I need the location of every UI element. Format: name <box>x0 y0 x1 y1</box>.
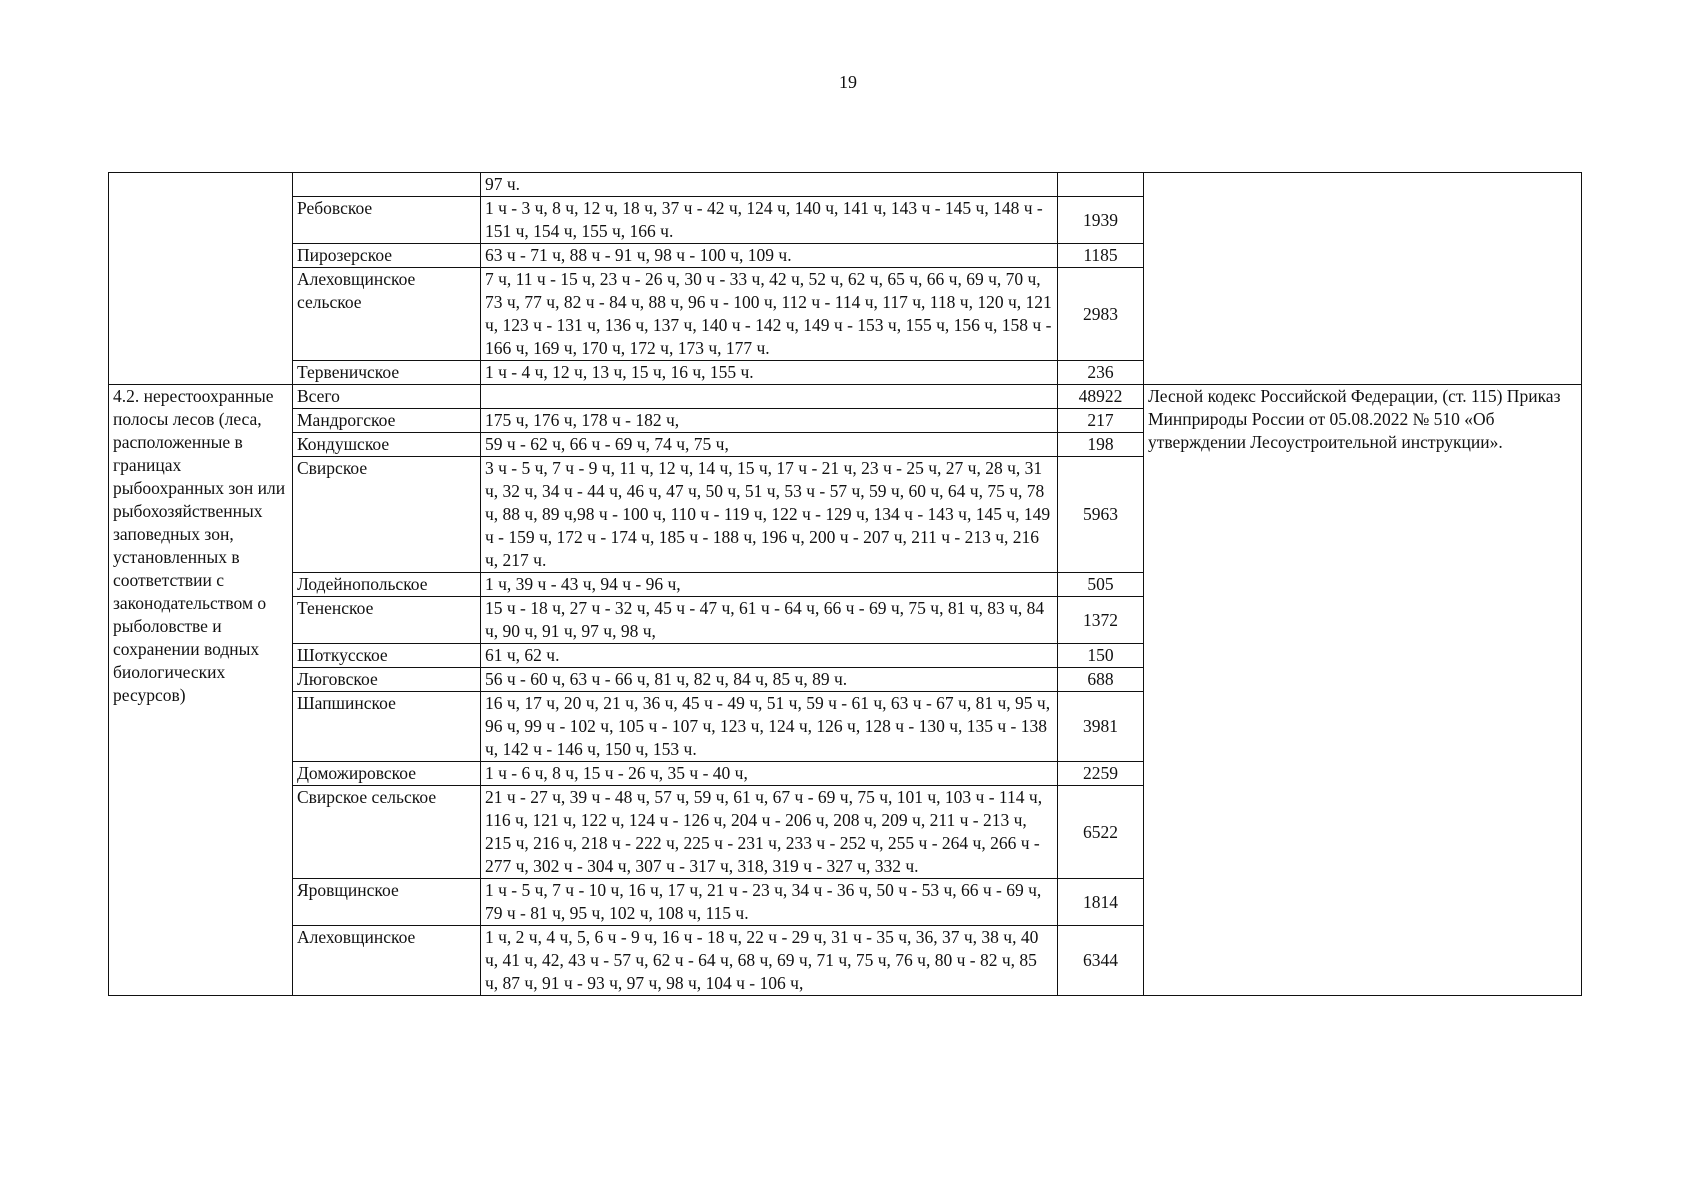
quarters-list: 7 ч, 11 ч - 15 ч, 23 ч - 26 ч, 30 ч - 33 ч, 42 ч, 52 ч, 62 ч, 65 ч, 66 ч, 69 ч, 70 ч, 73 ч, 77 ч, 82 ч - 84 ч, 88 ч, 96 ч - 100 ч, 112 ч - 114 ч, 117 ч, 118 ч, 120 ч, 121 ч, 123 ч - 131 ч, 136 ч, 137 ч, 140 ч - 142 ч, 149 ч - 153 ч, 155 ч, 156 ч, 158 ч - 166 ч, 169 ч, 170 ч, 172 ч, 173 ч, 177 ч. <box>481 268 1058 361</box>
district-name: Шоткусское <box>293 644 481 668</box>
quarters-list: 175 ч, 176 ч, 178 ч - 182 ч, <box>481 409 1058 433</box>
area-value: 688 <box>1058 668 1144 692</box>
area-value: 150 <box>1058 644 1144 668</box>
quarters-list: 1 ч - 5 ч, 7 ч - 10 ч, 16 ч, 17 ч, 21 ч - 23 ч, 34 ч - 36 ч, 50 ч - 53 ч, 66 ч - 69 ч, 79 ч - 81 ч, 95 ч, 102 ч, 108 ч, 115 ч. <box>481 879 1058 926</box>
area-value: 6522 <box>1058 786 1144 879</box>
table-row <box>109 173 1582 197</box>
area-value: 217 <box>1058 409 1144 433</box>
quarters-list: 16 ч, 17 ч, 20 ч, 21 ч, 36 ч, 45 ч - 49 ч, 51 ч, 59 ч - 61 ч, 63 ч - 67 ч, 81 ч, 95 ч, 96 ч, 99 ч - 102 ч, 105 ч - 107 ч, 123 ч, 124 ч, 126 ч, 128 ч - 130 ч, 135 ч - 138 ч, 142 ч - 146 ч, 150 ч, 153 ч. <box>481 692 1058 762</box>
legal-basis-cell-continued <box>1144 173 1582 385</box>
area-value: 1185 <box>1058 244 1144 268</box>
category-cell: 4.2. нерестоохранные полосы лесов (леса, расположенные в границах рыбоохранных зон или рыбохозяйственных заповедных зон, установленных в соответствии с законодательством о рыболовстве и сохранении водных биологических ресурсов) <box>109 385 293 996</box>
table-row-total <box>109 385 1582 409</box>
quarters-list: 1 ч, 39 ч - 43 ч, 94 ч - 96 ч, <box>481 573 1058 597</box>
district-name <box>293 173 481 197</box>
area-value: 2983 <box>1058 268 1144 361</box>
quarters-list: 61 ч, 62 ч. <box>481 644 1058 668</box>
legal-basis-cell: Лесной кодекс Российской Федерации, (ст. 115) Приказ Минприроды России от 05.08.2022 № 510 «Об утверждении Лесоустроительной инструкции». <box>1144 385 1582 996</box>
quarters-list <box>481 385 1058 409</box>
district-name: Шапшинское <box>293 692 481 762</box>
area-value: 236 <box>1058 361 1144 385</box>
district-name: Тервеничское <box>293 361 481 385</box>
district-name: Пирозерское <box>293 244 481 268</box>
quarters-list: 1 ч - 6 ч, 8 ч, 15 ч - 26 ч, 35 ч - 40 ч, <box>481 762 1058 786</box>
quarters-list: 3 ч - 5 ч, 7 ч - 9 ч, 11 ч, 12 ч, 14 ч, 15 ч, 17 ч - 21 ч, 23 ч - 25 ч, 27 ч, 28 ч, 31 ч, 32 ч, 34 ч - 44 ч, 46 ч, 47 ч, 50 ч, 51 ч, 53 ч - 57 ч, 59 ч, 60 ч, 64 ч, 75 ч, 78 ч, 88 ч, 89 ч,98 ч - 100 ч, 110 ч - 119 ч, 122 ч - 129 ч, 134 ч - 143 ч, 145 ч, 149 ч - 159 ч, 172 ч - 174 ч, 185 ч - 188 ч, 196 ч, 200 ч - 207 ч, 211 ч - 213 ч, 216 ч, 217 ч. <box>481 457 1058 573</box>
total-label: Всего <box>293 385 481 409</box>
area-value <box>1058 173 1144 197</box>
area-value: 5963 <box>1058 457 1144 573</box>
quarters-list: 63 ч - 71 ч, 88 ч - 91 ч, 98 ч - 100 ч, 109 ч. <box>481 244 1058 268</box>
area-value: 3981 <box>1058 692 1144 762</box>
district-name: Яровщинское <box>293 879 481 926</box>
forest-quarters-table <box>108 172 1582 996</box>
district-name: Свирское <box>293 457 481 573</box>
quarters-list: 56 ч - 60 ч, 63 ч - 66 ч, 81 ч, 82 ч, 84 ч, 85 ч, 89 ч. <box>481 668 1058 692</box>
area-value: 1372 <box>1058 597 1144 644</box>
area-value: 2259 <box>1058 762 1144 786</box>
area-value: 505 <box>1058 573 1144 597</box>
total-area-value: 48922 <box>1058 385 1144 409</box>
area-value: 1814 <box>1058 879 1144 926</box>
district-name: Алеховщинское <box>293 926 481 996</box>
district-name: Кондушское <box>293 433 481 457</box>
district-name: Люговское <box>293 668 481 692</box>
area-value: 1939 <box>1058 197 1144 244</box>
area-value: 198 <box>1058 433 1144 457</box>
quarters-list: 1 ч - 3 ч, 8 ч, 12 ч, 18 ч, 37 ч - 42 ч, 124 ч, 140 ч, 141 ч, 143 ч - 145 ч, 148 ч - 151 ч, 154 ч, 155 ч, 166 ч. <box>481 197 1058 244</box>
district-name: Лодейнопольское <box>293 573 481 597</box>
quarters-list: 1 ч - 4 ч, 12 ч, 13 ч, 15 ч, 16 ч, 155 ч. <box>481 361 1058 385</box>
quarters-list: 15 ч - 18 ч, 27 ч - 32 ч, 45 ч - 47 ч, 61 ч - 64 ч, 66 ч - 69 ч, 75 ч, 81 ч, 83 ч, 84 ч, 90 ч, 91 ч, 97 ч, 98 ч, <box>481 597 1058 644</box>
area-value: 6344 <box>1058 926 1144 996</box>
district-name: Свирское сельское <box>293 786 481 879</box>
district-name: Ребовское <box>293 197 481 244</box>
quarters-list: 97 ч. <box>481 173 1058 197</box>
quarters-list: 21 ч - 27 ч, 39 ч - 48 ч, 57 ч, 59 ч, 61 ч, 67 ч - 69 ч, 75 ч, 101 ч, 103 ч - 114 ч, 116 ч, 121 ч, 122 ч, 124 ч - 126 ч, 204 ч - 206 ч, 208 ч, 209 ч, 211 ч - 213 ч, 215 ч, 216 ч, 218 ч - 222 ч, 225 ч - 231 ч, 233 ч - 252 ч, 255 ч - 264 ч, 266 ч - 277 ч, 302 ч - 304 ч, 307 ч - 317 ч, 318, 319 ч - 327 ч, 332 ч. <box>481 786 1058 879</box>
district-name: Тененское <box>293 597 481 644</box>
quarters-list: 1 ч, 2 ч, 4 ч, 5, 6 ч - 9 ч, 16 ч - 18 ч, 22 ч - 29 ч, 31 ч - 35 ч, 36, 37 ч, 38 ч, 40 ч, 41 ч, 42, 43 ч - 57 ч, 62 ч - 64 ч, 68 ч, 69 ч, 71 ч, 75 ч, 76 ч, 80 ч - 82 ч, 85 ч, 87 ч, 91 ч - 93 ч, 97 ч, 98 ч, 104 ч - 106 ч, <box>481 926 1058 996</box>
category-cell-continued <box>109 173 293 385</box>
district-name: Мандрогское <box>293 409 481 433</box>
page-number: 19 <box>839 72 857 92</box>
quarters-list: 59 ч - 62 ч, 66 ч - 69 ч, 74 ч, 75 ч, <box>481 433 1058 457</box>
district-name: Алеховщинское сельское <box>293 268 481 361</box>
district-name: Доможировское <box>293 762 481 786</box>
